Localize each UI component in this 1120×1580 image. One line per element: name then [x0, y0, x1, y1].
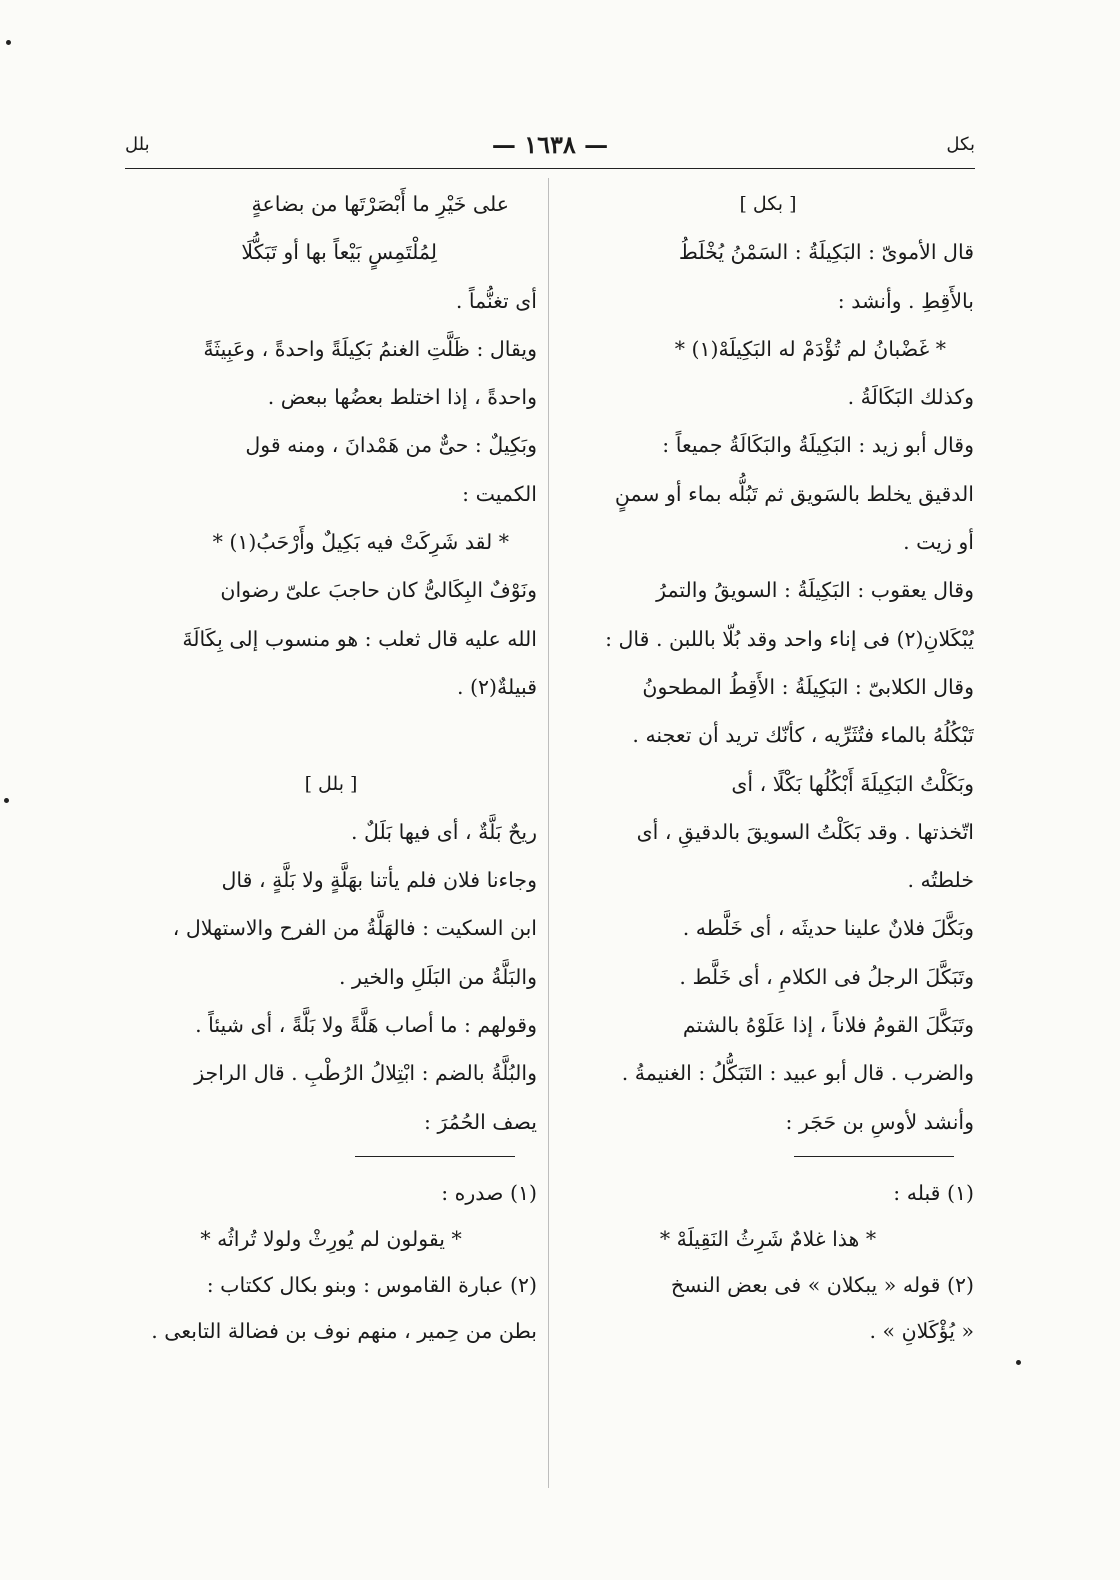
text-line: والبُلَّةُ بالضم : ابْتِلالُ الرُطْبِ . قال الراجز [194, 1061, 537, 1086]
footnote-line: (١) قبله : [893, 1180, 974, 1205]
text-line: وأنشد لأوسِ بن حَجَر : [785, 1109, 974, 1134]
verse-line: * غَضْبانُ لم تُؤْدَمْ له البَكِيلَهْ(١) * [674, 336, 946, 361]
text-line: أى تغنُّماً . [455, 288, 537, 313]
text-line: يصف الحُمُرَ : [424, 1109, 537, 1134]
text-line: خلطتُه . [907, 868, 974, 893]
page-number: — ١٦٣٨ — [491, 130, 609, 159]
text-line: وكذلك البَكَالَةُ . [847, 385, 974, 410]
text-line: وبَكِيلٌ : حىٌّ من هَمْدانَ ، ومنه قول [245, 433, 537, 458]
footnote-line: (٢) عبارة القاموس : وبنو بكال ككتاب : [206, 1272, 537, 1297]
section-heading-bll: [ بلل ] [304, 772, 358, 795]
section-heading-bkl: [ بكل ] [739, 193, 797, 215]
text-line: وبَكَّلَ فلانٌ علينا حديثَه ، أى خَلَّطه . [682, 916, 974, 941]
footnote-line: (٢) قوله « يبكلان » فى بعض النسخ [670, 1272, 974, 1297]
text-line: اتّخذتها . وقد بَكَلْتُ السويقَ بالدقيقِ ، أى [636, 819, 974, 844]
text-line: قال الأموىّ : البَكِيلَةُ : السَمْنُ يُخْلَطُ [678, 240, 974, 265]
text-line: وقولهم : ما أصاب هَلَّةً ولا بَلَّةً ، أى شيئاً . [195, 1013, 537, 1038]
text-line: وتَبَكَّلَ الرجلُ فى الكلامِ ، أى خَلَّط . [679, 964, 974, 989]
text-line: والبَلَّةُ من البَلَلِ والخير . [339, 964, 537, 989]
text-line: وقال أبو زيد : البَكِيلَةُ والبَكَالَةُ جميعاً : [662, 433, 974, 458]
text-line: واحدةً ، إذا اختلط بعضُها ببعض . [267, 385, 537, 410]
text-line: ونَوْفٌ البِكَالىُّ كان حاجبَ علىّ رضوان [220, 578, 537, 603]
text-line: تَبْكُلُهُ بالماء فتُثَرِّيه ، كأنّك تريد أن تعجنه . [632, 723, 974, 748]
verse-line: على خَيْرِ ما أَبْصَرْتَها من بضاعةٍ [251, 192, 509, 216]
text-line: الله عليه قال ثعلب : هو منسوب إلى بِكَالَةَ [182, 626, 537, 651]
right-column [562, 180, 974, 1354]
column-divider [548, 178, 549, 1488]
blank-line [125, 711, 537, 759]
text-line: وقال يعقوب : البَكِيلَةُ : السويقُ والتمرُ [656, 578, 974, 603]
text-line: ويقال : ظَلَّتِ الغنمُ بَكِيلَةً واحدةً ، وعَبِيثَةً [203, 336, 537, 361]
footnote-line: « يُؤْكَلانِ » . [869, 1318, 974, 1343]
text-line: قبيلةٌ(٢) . [457, 674, 537, 699]
footnote-line: (١) صدره : [441, 1180, 537, 1205]
scan-speck [1016, 1360, 1021, 1365]
text-line: أو زيت . [903, 530, 974, 555]
text-line: ابن السكيت : فالهَلَّةُ من الفرح والاستهلال ، [172, 916, 537, 941]
left-column [125, 180, 537, 1354]
footnote-separator [562, 1146, 974, 1170]
header-keyword-right: بكل [946, 134, 975, 155]
text-line: والضرب . قال أبو عبيد : التَبَكُّلُ : الغنيمةُ . [621, 1061, 974, 1086]
text-line: الدقيق يخلط بالسَويق ثم تَبُلُّه بماء أو سمنٍ [614, 481, 974, 506]
verse-line: * لقد شَرِكَتْ فيه بَكِيلٌ وأَرْحَبُ(١) * [212, 530, 509, 555]
text-line: وجاءنا فلان فلم يأتنا بهَلَّةٍ ولا بَلَّةٍ ، قال [221, 868, 537, 893]
footnote-separator [125, 1146, 537, 1170]
page-header [125, 128, 975, 169]
text-line: وتَبَكَّلَ القومُ فلاناً ، إذا عَلَوْهُ بالشتم [682, 1013, 974, 1038]
footnote-verse: * هذا غلامٌ شَرِثُ النَقِيلَهْ * [659, 1226, 877, 1251]
text-line: وبَكَلْتُ البَكِيلَةَ أَبْكُلُها بَكْلًا ، أى [731, 771, 974, 796]
text-line: الكميت : [462, 481, 537, 506]
text-line: بالأَقِطِ . وأنشد : [837, 288, 974, 313]
verse-line: لِمُلْتَمِسٍ بَيْعاً بها أو تَبَكُّلَا [241, 240, 437, 265]
scan-speck [4, 798, 9, 803]
text-line: ريحٌ بَلَّةٌ ، أى فيها بَلَلٌ . [351, 819, 537, 844]
text-line: يُبْكَلانِ(٢) فى إناء واحد وقد بُلّا باللبن . قال : [605, 626, 974, 651]
header-keyword-left: بلل [125, 134, 150, 155]
scan-speck [6, 40, 11, 45]
footnote-verse: * يقولون لم يُورِثْ ولولا تُراثُه * [200, 1226, 462, 1251]
text-line: وقال الكلابىّ : البَكِيلَةُ : الأَقِطُ المطحونُ [642, 674, 974, 699]
footnote-line: بطن من حِمير ، منهم نوف بن فضالة التابعى . [151, 1318, 537, 1343]
